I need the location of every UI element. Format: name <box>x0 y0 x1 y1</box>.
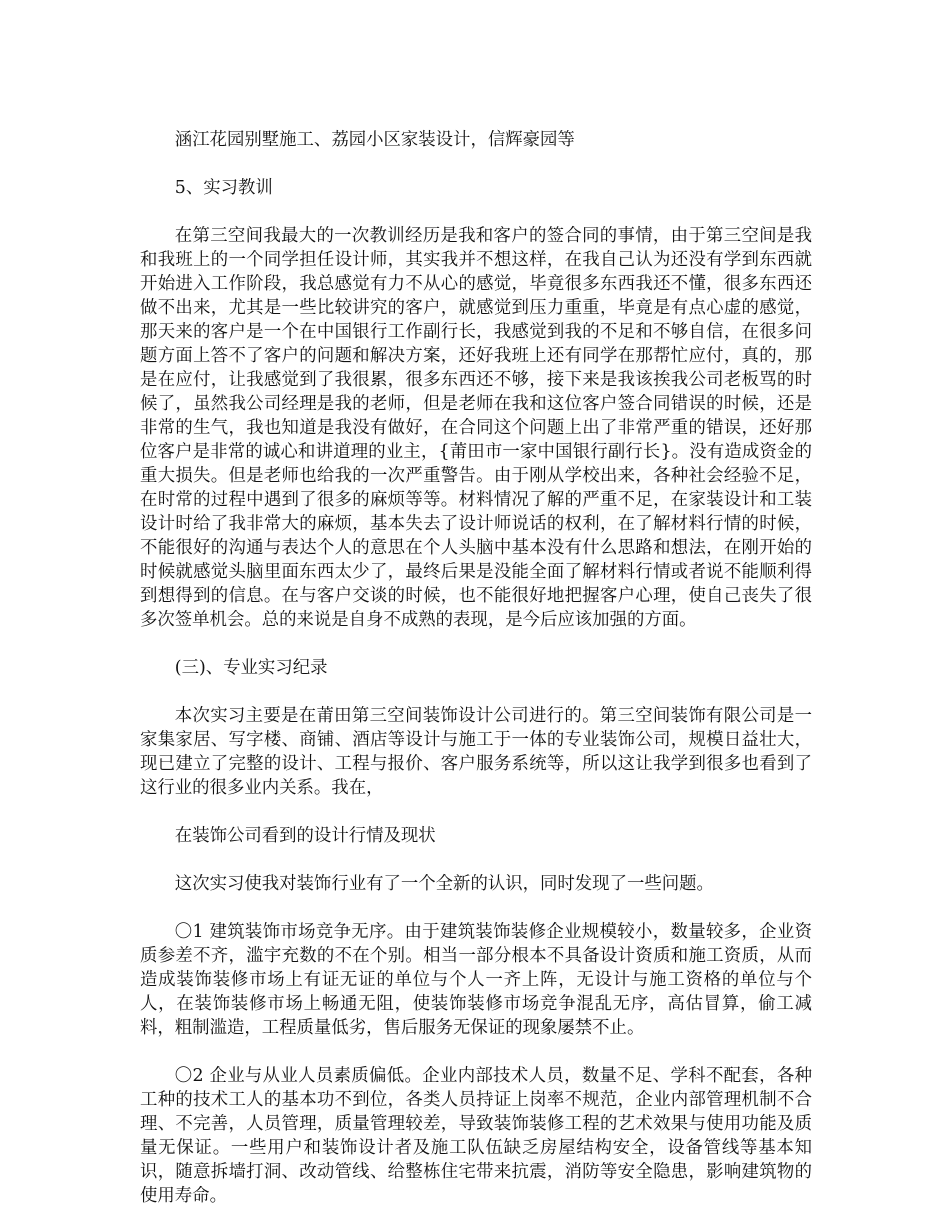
heading-internship-record: (三)、专业实习纪录 <box>174 658 328 678</box>
paragraph-internship-record: 本次实习主要是在莆田第三空间装饰设计公司进行的。第三空间装饰有限公司是一家集家居、写字楼、商铺、酒店等设计与施工于一体的专业装饰公司，规模日益壮大，现已建立了完整的设计、工程与报价、客户服务系统等，所以这让我学到很多也看到了这行业的很多业内关系。我在， <box>140 706 812 798</box>
heading-lessons: 5、实习教训 <box>174 178 273 198</box>
paragraph-item-2: 〇2 企业与从业人员素质偏低。企业内部技术人员，数量不足、学科不配套，各种工种的技术工人的基本功不到位，各类人员持证上岗率不规范，企业内部管理机制不合理、不完善，人员管理，质量管理较差，导致装饰装修工程的艺术效果与使用功能及质量无保证。一些用户和装饰设计者及施工队伍缺乏房屋结构安全，设备管线等基本知识，随意拆墙打洞、改动管线、给整栋住宅带来抗震，消防等安全隐患，影响建筑物的使用寿命。 <box>140 1066 812 1206</box>
heading-industry-status: 在装饰公司看到的设计行情及现状 <box>174 826 436 846</box>
paragraph-intro: 这次实习使我对装饰行业有了一个全新的认识，同时发现了一些问题。 <box>174 874 714 894</box>
paragraph-item-1: 〇1 建筑装饰市场竞争无序。由于建筑装饰装修企业规模较小，数量较多，企业资质参差不齐，滥宇充数的不在个别。相当一部分根本不具备设计资质和施工资质，从而造成装饰装修市场上有证无证的单位与个人一齐上阵，无设计与施工资格的单位与个人，在装饰装修市场上畅通无阻，使装饰装修市场竞争混乱无序，高估冒算，偷工减料，粗制滥造，工程质量低劣，售后服务无保证的现象屡禁不止。 <box>140 922 812 1038</box>
paragraph-projects: 涵江花园别墅施工、荔园小区家装设计，信辉豪园等 <box>174 130 575 150</box>
paragraph-lessons: 在第三空间我最大的一次教训经历是我和客户的签合同的事情，由于第三空间是我和我班上的一个同学担任设计师，其实我并不想这样，在我自己认为还没有学到东西就开始进入工作阶段，我总感觉有力不从心的感觉，毕竟很多东西我还不懂，很多东西还做不出来，尤其是一些比较讲究的客户，就感觉到压力重重，毕竟是有点心虚的感觉，那天来的客户是一个在中国银行工作副行长，我感觉到我的不足和不够自信，在很多问题方面上答不了客户的问题和解决方案，还好我班上还有同学在那帮忙应付，真的，那是在应付，让我感觉到了我很累，很多东西还不够，接下来是我该挨我公司老板骂的时候了，虽然我公司经理是我的老师，但是老师在我和这位客户签合同错误的时候，还是非常的生气，我也知道是我没有做好，在合同这个问题上出了非常严重的错误，还好那位客户是非常的诚心和讲道理的业主，{莆田市一家中国银行副行长}。没有造成资金的重大损失。但是老师也给我的一次严重警告。由于刚从学校出来，各种社会经验不足，在时常的过程中遇到了很多的麻烦等等。材料情况了解的严重不足，在家装设计和工装设计时给了我非常大的麻烦，基本失去了设计师说话的权利，在了解材料行情的时候，不能很好的沟通与表达个人的意思在个人头脑中基本没有什么思路和想法，在刚开始的时候就感觉头脑里面东西太少了，最终后果是没能全面了解材料行情或者说不能顺利得到想得到的信息。在与客户交谈的时候，也不能很好地把握客户心理，使自己丧失了很多次签单机会。总的来说是自身不成熟的表现，是今后应该加强的方面。 <box>140 226 812 630</box>
